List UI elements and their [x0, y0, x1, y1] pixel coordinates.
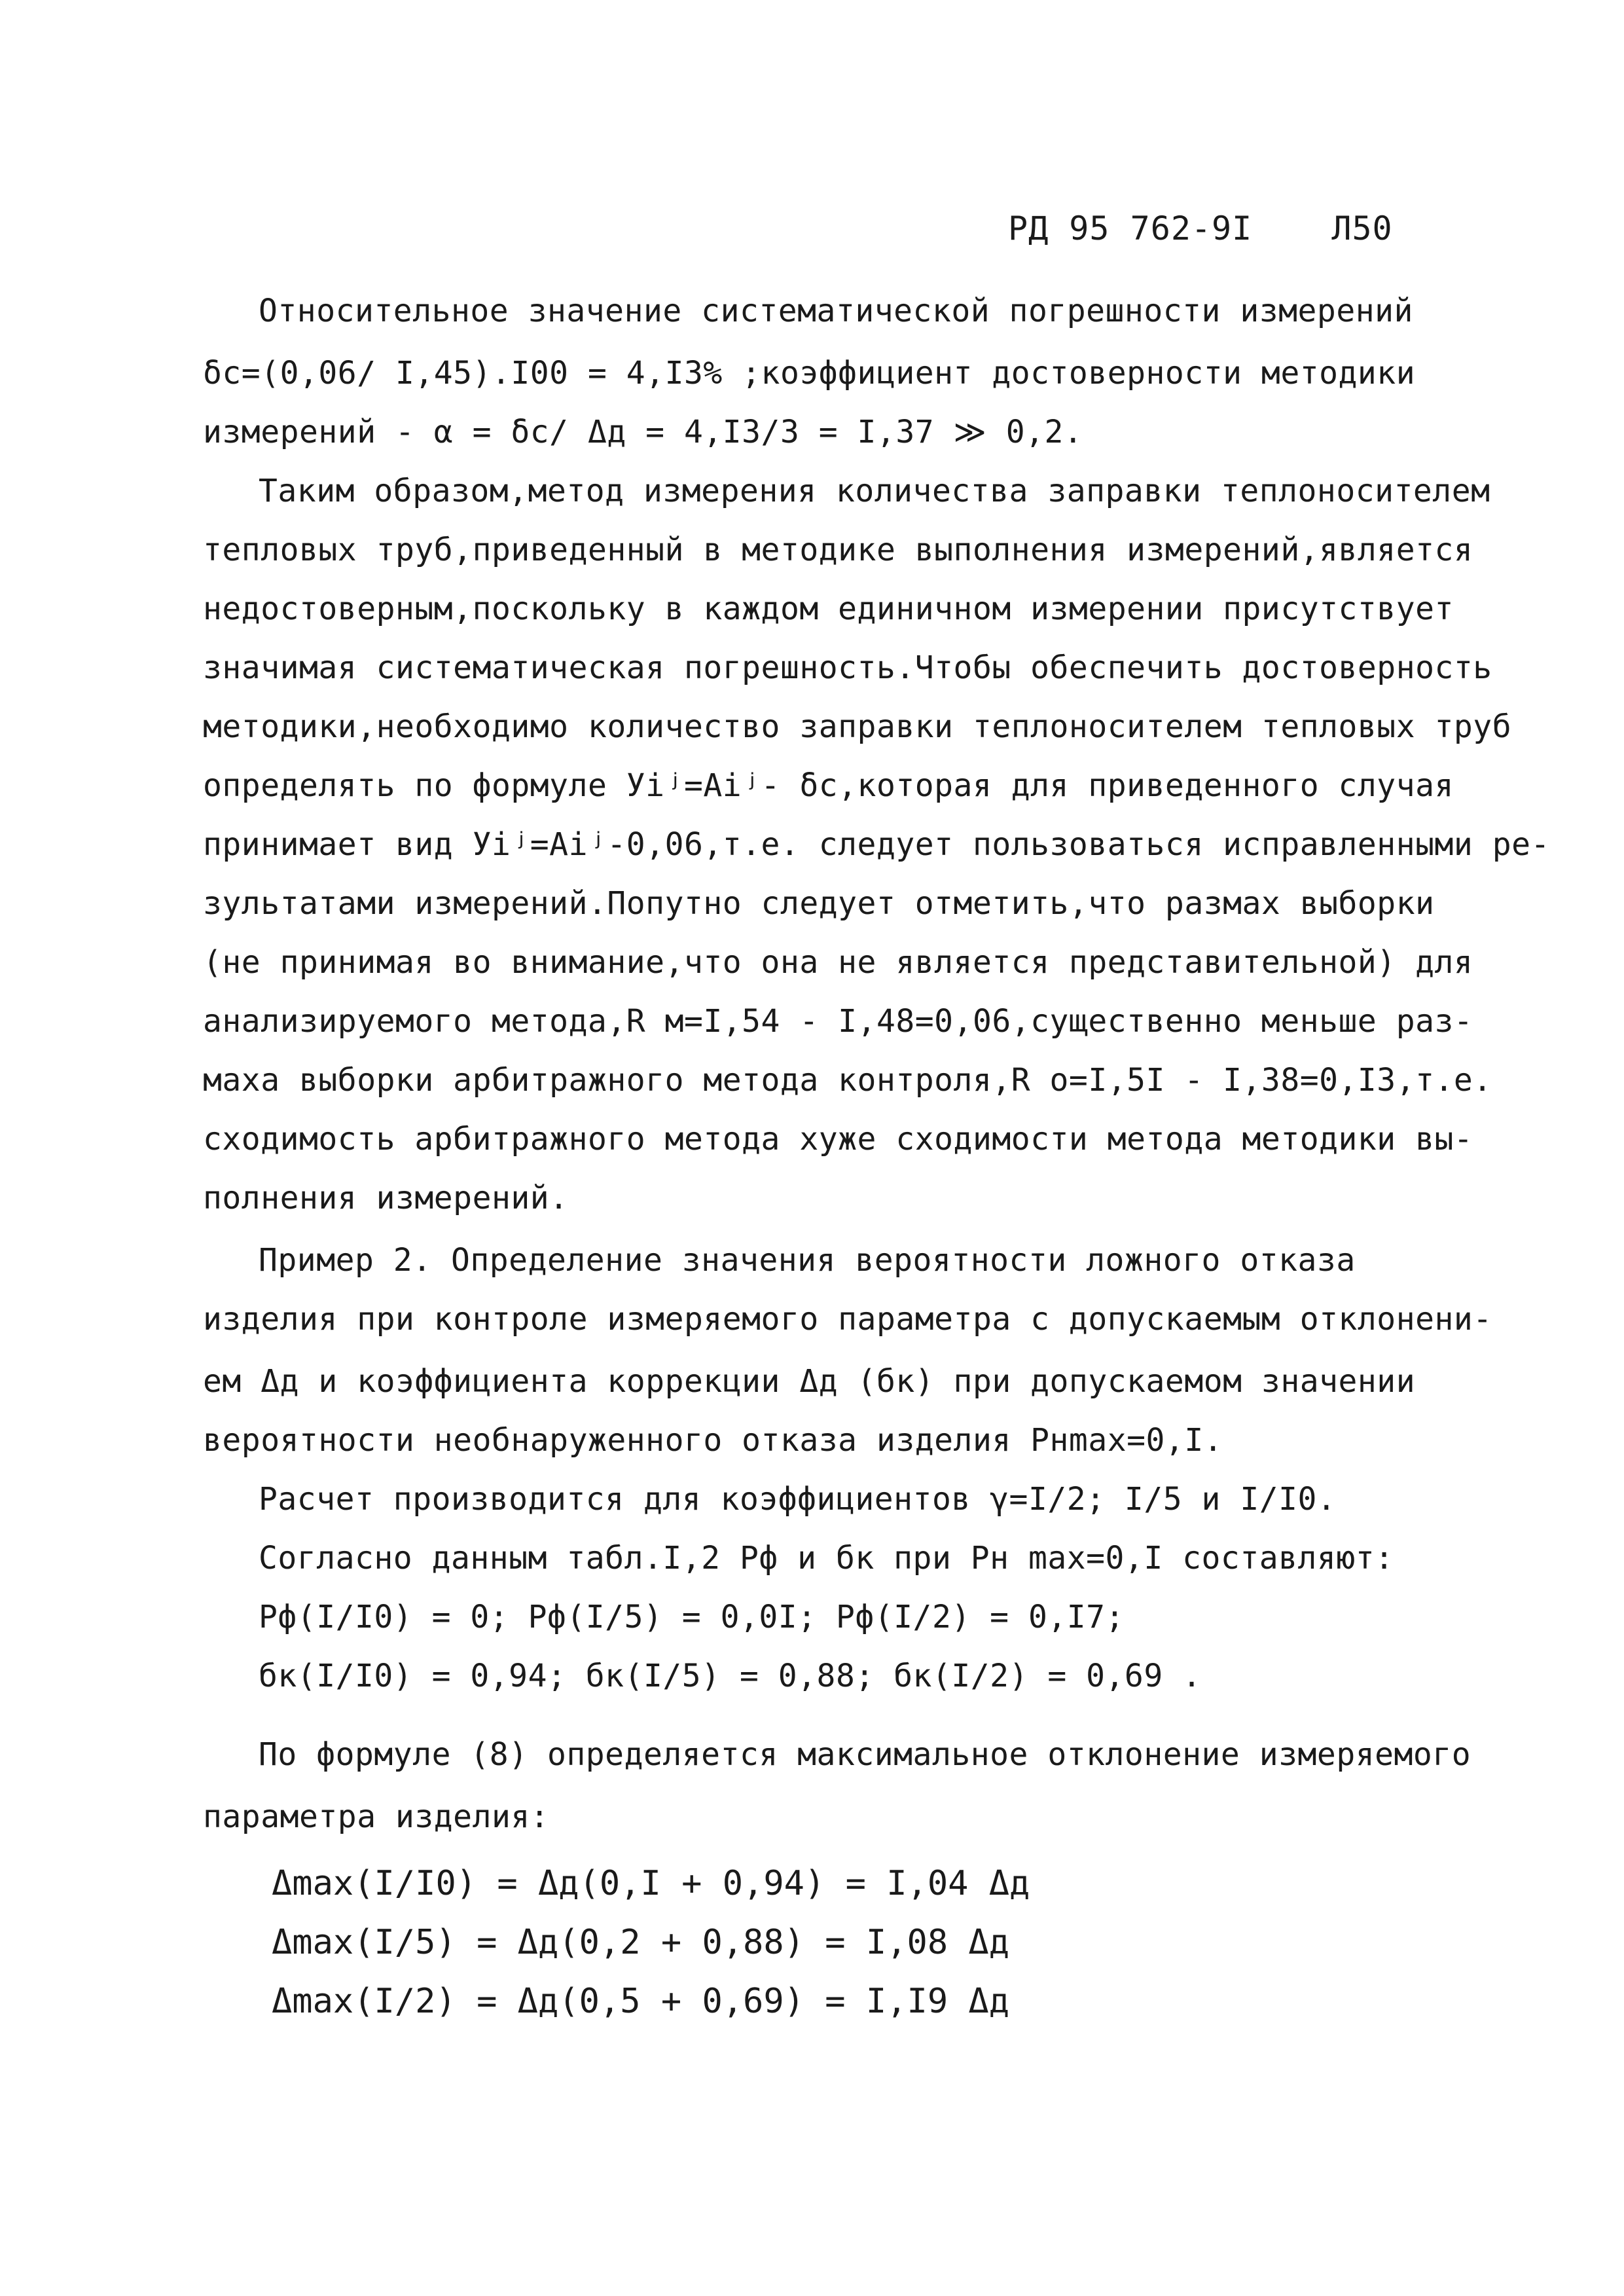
text-line: Расчет производится для коэффициентов γ=I/2; I/5 и I/I0.	[259, 1481, 1337, 1518]
text-line: принимает вид Уiʲ=Аiʲ-0,06,т.е. следует пользоваться исправленными ре-	[203, 826, 1550, 863]
text-line: измерений - α = δс/ Δд = 4,I3/3 = I,37 ≫ 0,2.	[203, 414, 1083, 450]
text-line: Относительное значение систематической погрешности измерений	[259, 293, 1413, 329]
text-line: определять по формуле Уiʲ=Аiʲ- δс,которая для приведенного случая	[203, 767, 1454, 804]
text-line: бк(I/I0) = 0,94; бк(I/5) = 0,88; бк(I/2) = 0,69 .	[259, 1658, 1202, 1694]
text-line: δс=(0,06/ I,45).I00 = 4,I3% ;коэффициент достоверности методики	[203, 355, 1416, 392]
text-line: недостоверным,поскольку в каждом единичном измерении присутствует	[203, 591, 1454, 627]
text-line: По формуле (8) определяется максимальное отклонение измеряемого	[259, 1736, 1471, 1773]
formula-line: Δmax(I/2) = Δд(0,5 + 0,69) = I,I9 Δд	[272, 1982, 1010, 2021]
text-line: анализируемого метода,R м=I,54 - I,48=0,06,существенно меньше раз-	[203, 1003, 1473, 1040]
text-line: Рф(I/I0) = 0; Рф(I/5) = 0,0I; Рф(I/2) = 0,I7;	[259, 1599, 1125, 1635]
text-line: изделия при контроле измеряемого параметра с допускаемым отклонени-	[203, 1301, 1492, 1338]
sheet-number: Л50	[1331, 210, 1393, 247]
page-header	[1008, 210, 1393, 247]
text-line: зультатами измерений.Попутно следует отметить,что размах выборки	[203, 885, 1435, 922]
text-line: сходимость арбитражного метода хуже сходимости метода методики вы-	[203, 1121, 1473, 1157]
text-line: Согласно данным табл.I,2 Рф и бк при Рн max=0,I составляют:	[259, 1540, 1394, 1576]
formula-line: Δmax(I/5) = Δд(0,2 + 0,88) = I,08 Δд	[272, 1923, 1010, 1962]
text-line: тепловых труб,приведенный в методике выполнения измерений,является	[203, 532, 1473, 568]
text-line: вероятности необнаруженного отказа изделия Pнmax=0,I.	[203, 1422, 1223, 1459]
text-line: маха выборки арбитражного метода контроля,R о=I,5I - I,38=0,I3,т.е.	[203, 1062, 1492, 1099]
text-line: параметра изделия:	[203, 1798, 550, 1835]
text-line: (не принимая во внимание,что она не является представительной) для	[203, 944, 1473, 981]
text-line: полнения измерений.	[203, 1180, 569, 1216]
text-line: методики,необходимо количество заправки теплоносителем тепловых труб	[203, 708, 1512, 745]
document-code: РД 95 762-9I	[1008, 210, 1253, 247]
formula-line: Δmax(I/I0) = Δд(0,I + 0,94) = I,04 Δд	[272, 1864, 1030, 1903]
text-line: Таким образом,метод измерения количества заправки теплоносителем	[259, 473, 1490, 509]
example-heading: Пример 2. Определение значения вероятности ложного отказа	[259, 1242, 1356, 1279]
text-line: ем Δд и коэффициента коррекции Δд (бк) при допускаемом значении	[203, 1363, 1416, 1400]
text-line: значимая систематическая погрешность.Чтобы обеспечить достоверность	[203, 649, 1492, 686]
